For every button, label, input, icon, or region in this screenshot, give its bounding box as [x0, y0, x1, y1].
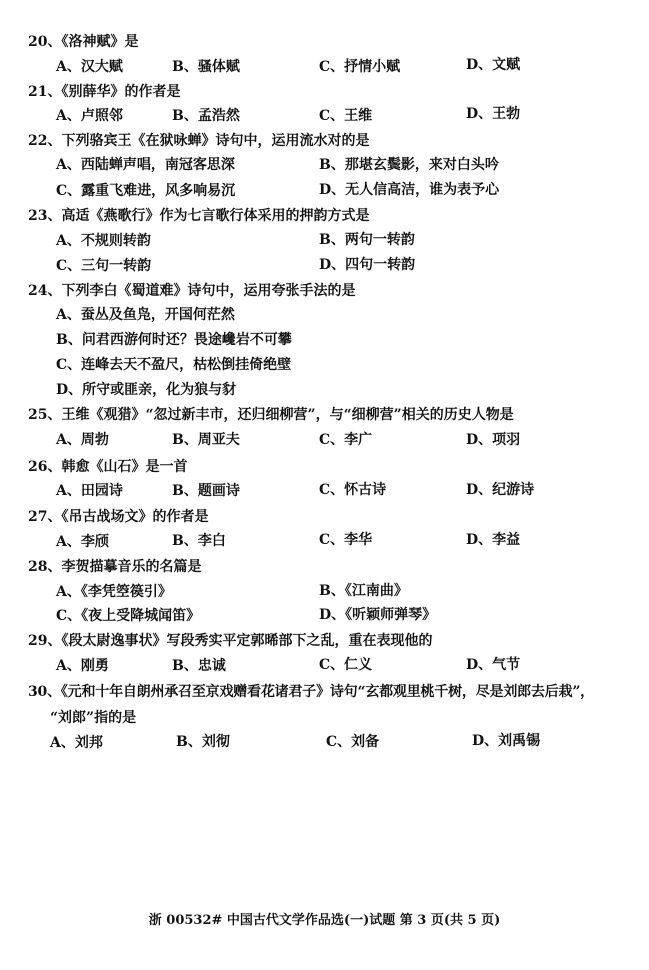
question-20-option-a: A、汉大赋 — [56, 59, 123, 75]
question-22-option-a: A、西陆蝉声唱，南冠客思深 — [56, 157, 235, 173]
question-27-stem: 27、《吊古战场文》的作者是 — [28, 509, 209, 525]
question-27-option-b: B、李白 — [172, 533, 226, 549]
question-29-option-a: A、刚勇 — [56, 658, 109, 674]
question-23-option-a: A、不规则转韵 — [56, 233, 151, 249]
question-29-option-b: B、忠诚 — [172, 658, 226, 674]
question-30-option-b: B、刘彻 — [176, 734, 230, 750]
question-23-option-b: B、两句一转韵 — [319, 232, 415, 248]
question-30-option-a: A、刘邦 — [50, 735, 103, 751]
question-28-option-d: D、《听颖师弹琴》 — [319, 607, 437, 623]
question-27-option-a: A、李颀 — [56, 534, 109, 550]
question-24-option-a: A、蚕丛及鱼凫，开国何茫然 — [56, 307, 235, 323]
question-25-option-d: D、项羽 — [466, 432, 521, 448]
question-29-stem: 29、《段太尉逸事状》写段秀实平定郭晞部下之乱，重在表现他的 — [28, 633, 433, 649]
question-25-option-b: B、周亚夫 — [172, 432, 240, 448]
question-24-stem: 24、下列李白《蜀道难》诗句中，运用夸张手法的是 — [28, 283, 356, 299]
question-28-option-c: C、《夜上受降城闻笛》 — [56, 608, 201, 624]
question-28-option-b: B、《江南曲》 — [319, 583, 408, 599]
question-24-option-b: B、问君西游何时还？畏途巉岩不可攀 — [56, 332, 292, 348]
question-23-option-c: C、三句一转韵 — [56, 258, 152, 274]
question-26-option-a: A、田园诗 — [56, 483, 123, 499]
question-30-option-d: D、刘禹锡 — [472, 733, 541, 749]
question-30-option-c: C、刘备 — [326, 734, 380, 750]
question-26-option-c: C、怀古诗 — [319, 482, 387, 498]
question-27-option-c: C、李华 — [319, 532, 373, 548]
question-26-stem: 26、韩愈《山石》是一首 — [28, 459, 188, 475]
question-30-stem-continued: “刘郎”指的是 — [50, 710, 137, 726]
question-29-option-c: C、仁义 — [319, 657, 373, 673]
question-21-stem: 21、《别薛华》的作者是 — [28, 84, 181, 100]
question-26-option-d: D、纪游诗 — [466, 482, 535, 498]
question-20-option-c: C、抒情小赋 — [319, 59, 401, 75]
question-30-stem: 30、《元和十年自朗州承召至京戏赠看花诸君子》诗句“玄都观里桃千树，尽是刘郎去后栽”， — [28, 684, 594, 700]
question-23-stem: 23、高适《燕歌行》作为七言歌行体采用的押韵方式是 — [28, 208, 370, 224]
question-25-option-c: C、李广 — [319, 432, 373, 448]
question-22-option-b: B、那堪玄鬓影，来对白头吟 — [319, 157, 499, 173]
question-22-option-c: C、露重飞难进，风多响易沉 — [56, 183, 236, 199]
question-28-option-a: A、《李凭箜篌引》 — [56, 584, 172, 600]
question-20-stem: 20、《洛神赋》是 — [28, 34, 139, 50]
question-21-option-a: A、卢照邻 — [56, 108, 123, 124]
question-24-option-c: C、连峰去天不盈尺，枯松倒挂倚绝壁 — [56, 357, 292, 373]
question-23-option-d: D、四句一转韵 — [319, 257, 416, 273]
question-25-option-a: A、周勃 — [56, 432, 109, 448]
question-26-option-b: B、题画诗 — [172, 483, 240, 499]
question-21-option-b: B、孟浩然 — [172, 108, 240, 124]
question-22-stem: 22、下列骆宾王《在狱咏蝉》诗句中，运用流水对的是 — [28, 133, 370, 149]
question-22-option-d: D、无人信高洁，谁为表予心 — [319, 182, 500, 198]
question-29-option-d: D、气节 — [466, 657, 521, 673]
question-21-option-c: C、王维 — [319, 108, 373, 124]
question-28-stem: 28、李贺描摹音乐的名篇是 — [28, 559, 202, 575]
question-25-stem: 25、王维《观猎》“忽过新丰市，还归细柳营”，与“细柳营”相关的历史人物是 — [28, 407, 514, 423]
question-21-option-d: D、王勃 — [466, 106, 521, 122]
question-20-option-b: B、骚体赋 — [172, 59, 240, 75]
question-24-option-d: D、所守或匪亲，化为狼与豺 — [56, 382, 237, 398]
question-27-option-d: D、李益 — [466, 532, 521, 548]
question-20-option-d: D、文赋 — [466, 57, 521, 73]
page-footer: 浙 00532# 中国古代文学作品选(一)试题 第 3 页(共 5 页) — [148, 913, 501, 928]
